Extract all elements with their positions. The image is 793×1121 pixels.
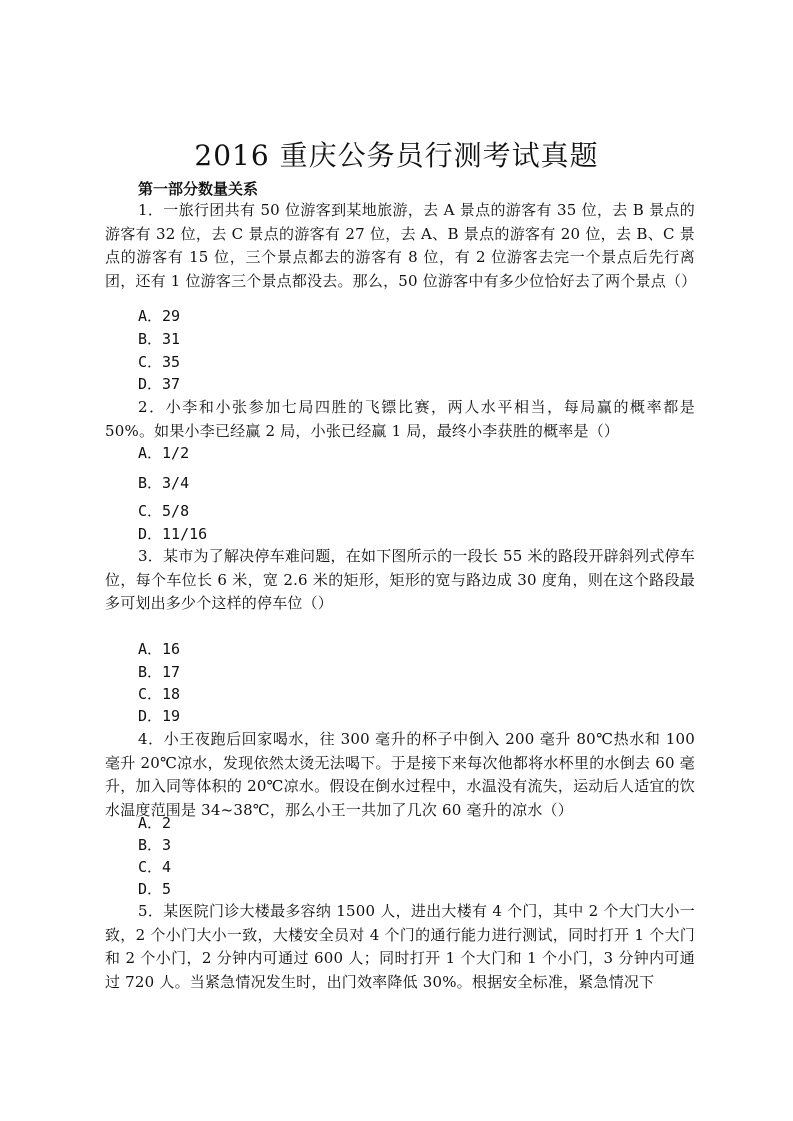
question-1-option-d: D．37 (138, 375, 181, 393)
page-title: 2016 重庆公务员行测考试真题 (194, 139, 599, 172)
question-5-text: 5．某医院门诊大楼最多容纳 1500 人，进出大楼有 4 个门，其中 2 个大门大小一致，2 个小门大小一致，大楼安全员对 4 个门的通行能力进行测试，同时打开 1 个大门和 2 个小门，2 分钟内可通过 600 人；同时打开 1 个大门和 1 个小门，3 分钟内可通过 720 人。当紧急情况发生时，出门效率降低 30%。根据安全标准，紧急情况下 (105, 902, 695, 991)
question-2-option-a: A．1/2 (138, 444, 190, 462)
question-4-option-b: B．3 (138, 836, 172, 854)
question-4-option-c: C．4 (138, 858, 172, 876)
question-1-option-c: C．35 (138, 353, 181, 371)
question-3-option-b: B．17 (138, 663, 181, 681)
question-2-option-d: D．11/16 (138, 525, 208, 543)
question-4-option-d: D．5 (138, 880, 172, 898)
question-3-text: 3．某市为了解决停车难问题，在如下图所示的一段长 55 米的路段开辟斜列式停车位，每个车位长 6 米，宽 2.6 米的矩形，矩形的宽与路边成 30 度角，则在这个路段最多可划出多少个这样的停车位（） (105, 547, 695, 612)
section-title: 第一部分数量关系 (138, 180, 259, 198)
question-2-option-c: C．5/8 (138, 502, 190, 520)
question-1-option-b: B．31 (138, 330, 181, 348)
question-3-option-c: C．18 (138, 685, 181, 703)
question-1-text: 1．一旅行团共有 50 位游客到某地旅游，去 A 景点的游客有 35 位，去 B 景点的游客有 32 位，去 C 景点的游客有 27 位，去 A、B 景点的游客有 20 位，去 B、C 景点的游客有 15 位，三个景点都去的游客有 8 位，有 2 位游客去完一个景点后先行离团，还有 1 位游客三个景点都没去。那么，50 位游客中有多少位恰好去了两个景点（） (105, 201, 697, 290)
question-1-option-a: A．29 (138, 307, 181, 325)
question-4-option-a: A．2 (138, 814, 172, 832)
question-2-option-b: B．3/4 (138, 474, 190, 492)
question-4-text: 4．小王夜跑后回家喝水，往 300 毫升的杯子中倒入 200 毫升 80℃热水和 100 毫升 20℃凉水，发现依然太烫无法喝下。于是接下来每次他都将水杯里的水倒去 60 毫升，加入同等体积的 20℃凉水。假设在倒水过程中，水温没有流失，运动后人适宜的饮水温度范围是 34~38℃，那么小王一共加了几次 60 毫升的凉水（） (105, 730, 695, 819)
question-2-text: 2．小李和小张参加七局四胜的飞镖比赛，两人水平相当，每局赢的概率都是 50%。如果小李已经赢 2 局，小张已经赢 1 局，最终小李获胜的概率是（） (105, 398, 695, 440)
question-3-option-a: A．16 (138, 640, 181, 658)
question-3-option-d: D．19 (138, 707, 181, 725)
